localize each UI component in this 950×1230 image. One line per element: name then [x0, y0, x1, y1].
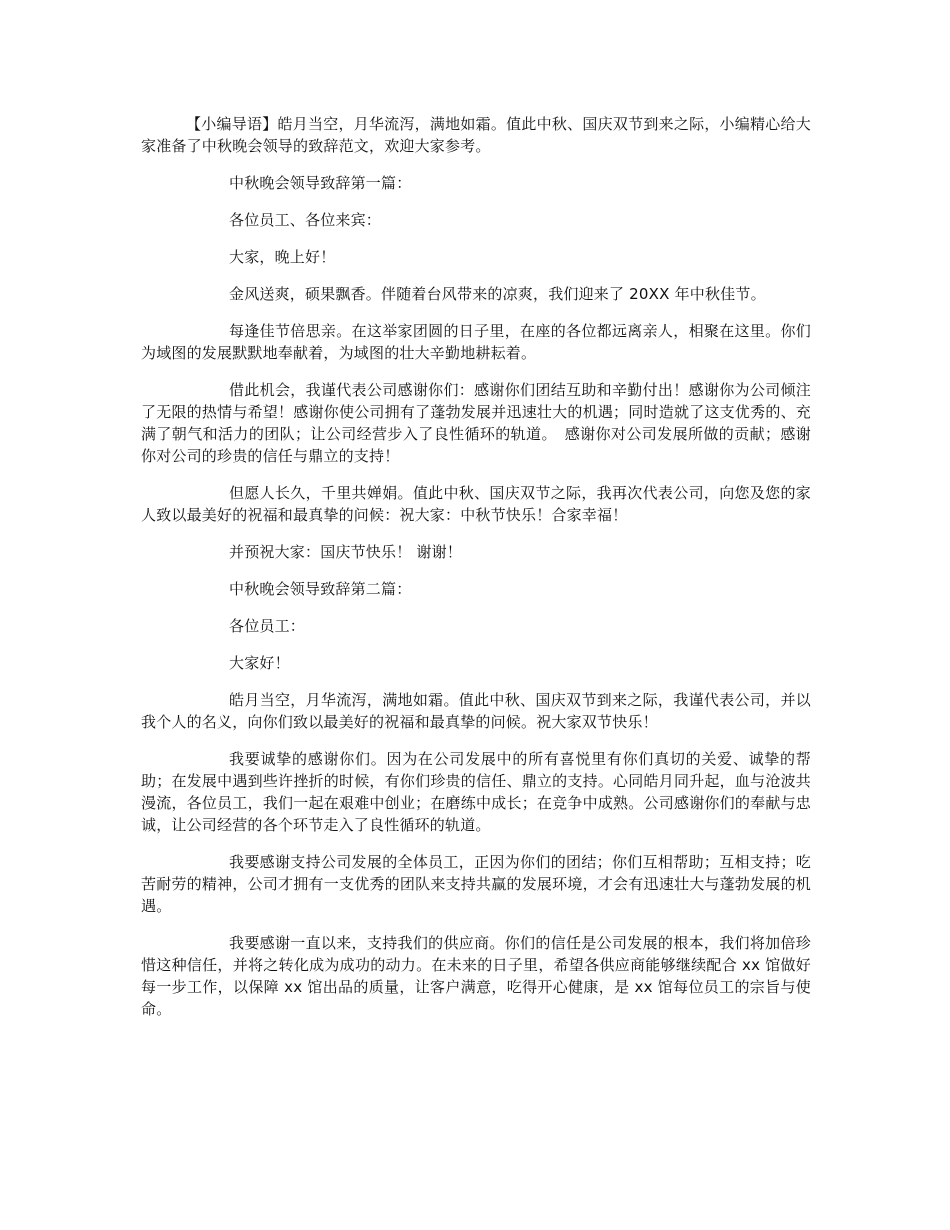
speech1-paragraph-5: 并预祝大家：国庆节快乐！ 谢谢！: [229, 543, 462, 561]
speech1-title: 中秋晚会领导致辞第一篇：: [229, 174, 412, 192]
speech2-greeting: 大家好！: [229, 654, 290, 672]
document-body: [141, 113, 811, 1035]
speech2-paragraph-2: 我要诚挚的感谢你们。因为在公司发展中的所有喜悦里有你们真切的关爱、诚挚的帮助；在发展中遇到些许挫折的时候，有你们珍贵的信任、鼎立的支持。心同皓月同升起，血与沧波共漫流，各位员工，我们一起在艰难中创业；在磨练中成长；在竞争中成熟。公司感谢你们的奉献与忠诚，让公司经营的各个环节走入了良性循环的轨道。: [141, 750, 811, 834]
speech1-paragraph-2: 每逢佳节倍思亲。在这举家团圆的日子里，在座的各位都远离亲人，相聚在这里。你们为域图的发展默默地奉献着，为域图的壮大辛勤地耕耘着。: [141, 322, 811, 362]
speech1-paragraph-3: 借此机会，我谨代表公司感谢你们：感谢你们团结互助和辛勤付出！感谢你为公司倾注了无限的热情与希望！感谢你使公司拥有了蓬勃发展并迅速壮大的机遇；同时造就了这支优秀的、充满了朝气和活力的团队；让公司经营步入了良性循环的轨道。 感谢你对公司发展所做的贡献；感谢你对公司的珍贵的信任与鼎立的支持！: [141, 381, 811, 465]
speech1-paragraph-4: 但愿人长久，千里共婵娟。值此中秋、国庆双节之际，我再次代表公司，向您及您的家人致以最美好的祝福和最真挚的问候：祝大家：中秋节快乐！合家幸福！: [141, 484, 811, 524]
editor-intro-paragraph: 【小编导语】皓月当空，月华流泻，满地如霜。值此中秋、国庆双节到来之际，小编精心给大家准备了中秋晚会领导的致辞范文，欢迎大家参考。: [141, 115, 811, 155]
speech2-salutation: 各位员工：: [229, 617, 306, 635]
speech2-paragraph-1: 皓月当空，月华流泻，满地如霜。值此中秋、国庆双节到来之际，我谨代表公司，并以我个人的名义，向你们致以最美好的祝福和最真挚的问候。祝大家双节快乐！: [141, 691, 811, 731]
speech1-salutation: 各位员工、各位来宾：: [229, 211, 382, 229]
speech2-paragraph-3: 我要感谢支持公司发展的全体员工，正因为你们的团结；你们互相帮助；互相支持；吃苦耐劳的精神，公司才拥有一支优秀的团队来支持共赢的发展环境，才会有迅速壮大与蓬勃发展的机遇。: [141, 853, 811, 915]
speech1-greeting: 大家，晚上好！: [229, 248, 336, 266]
speech1-paragraph-1: 金风送爽，硕果飘香。伴随着台风带来的凉爽，我们迎来了 20XX 年中秋佳节。: [229, 285, 766, 303]
speech2-paragraph-4: 我要感谢一直以来，支持我们的供应商。你们的信任是公司发展的根本，我们将加倍珍惜这种信任，并将之转化成为成功的动力。在未来的日子里，希望各供应商能够继续配合 xx 馆做好每一步工作，以保障 xx 馆出品的质量，让客户满意，吃得开心健康，是 xx 馆每位员工的宗旨与使命。: [141, 934, 811, 1018]
speech2-title: 中秋晚会领导致辞第二篇：: [229, 580, 412, 598]
